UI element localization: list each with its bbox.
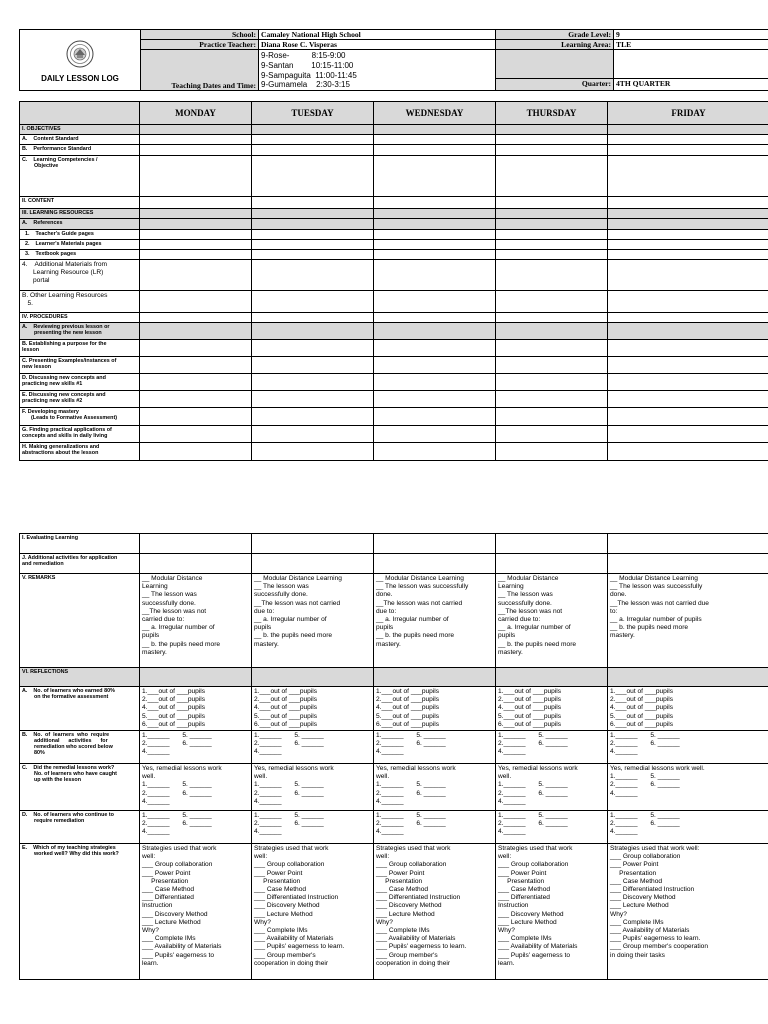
day-cell[interactable] <box>608 196 768 209</box>
remedial-cell[interactable] <box>496 764 608 811</box>
day-cell[interactable] <box>252 340 374 357</box>
table-row <box>20 574 768 668</box>
day-cell[interactable] <box>140 312 252 322</box>
learners-80-cell[interactable]: 1.___out of ___pupils 2.___out of ___pupils 4.___out of ___pupils 5.___out of ___pupils 6.___out of ___pupils <box>140 687 252 731</box>
row-label: C. Did the remedial lessons work? No. of learners who have caught up with the lesson <box>20 764 140 811</box>
row-label: VI. REFLECTIONS <box>20 668 140 687</box>
day-cell[interactable] <box>252 534 374 554</box>
row-label: 4. Additional Materials from Learning Resource (LR) portal <box>20 260 140 291</box>
remarks-cell[interactable]: __ Modular Distance Learning __ The lesson was successfully done. __The lesson was not carried due to: __ a. Irregular number of pupils __ b. the pupils need more mastery. <box>374 574 496 668</box>
day-cell[interactable] <box>140 239 252 249</box>
strategies-cell[interactable]: Strategies used that work well: ___ Group collaboration ___ Power Point Presentation ___ Case Method ___ Differentiated Instruction ___ Discovery Method ___ Lecture Method Why? ___ Complete IMs ___ Availability of Materials ___ Pupils' eagerness to learn. <box>140 844 252 980</box>
teacher-label: Practice Teacher: <box>141 40 259 50</box>
remedial-intro: Yes, remedial lessons work well. <box>610 765 705 773</box>
day-cell[interactable] <box>374 391 496 408</box>
table-row <box>20 155 768 196</box>
day-cell[interactable] <box>608 124 768 134</box>
row-label: 1. Teacher's Guide pages <box>20 229 140 239</box>
table-row <box>20 534 768 554</box>
day-cell[interactable] <box>496 408 608 425</box>
row-label: 3. Textbook pages <box>20 250 140 260</box>
dll-header <box>19 29 768 91</box>
row-label: D. No. of learners who continue to require remediation <box>20 811 140 844</box>
row-label: I. OBJECTIVES <box>20 124 140 134</box>
day-cell[interactable] <box>374 229 496 239</box>
table-row <box>20 209 768 219</box>
day-cell[interactable] <box>140 357 252 374</box>
day-cell[interactable] <box>496 155 608 196</box>
day-cell[interactable] <box>252 374 374 391</box>
day-cell[interactable] <box>496 391 608 408</box>
remedial-intro: Yes, remedial lessons work well. <box>376 765 456 781</box>
table-row <box>20 229 768 239</box>
day-cell[interactable] <box>608 391 768 408</box>
day-cell[interactable] <box>374 209 496 219</box>
day-cell[interactable] <box>252 229 374 239</box>
table-row <box>20 250 768 260</box>
row-label: III. LEARNING RESOURCES <box>20 209 140 219</box>
day-cell[interactable] <box>608 668 768 687</box>
remedial-blanks: 1.______ 5. ______ 2.______ 6. ______ 4.______ <box>610 773 680 797</box>
table-row <box>20 340 768 357</box>
day-cell[interactable] <box>608 135 768 145</box>
row-label: C. Presenting Examples/instances of new lesson <box>20 357 140 374</box>
day-cell[interactable] <box>140 196 252 209</box>
table-row <box>20 219 768 229</box>
table-row <box>20 124 768 134</box>
count-blanks-cell[interactable]: 1.______ 5. ______ 2.______ 6. ______ 4.______ <box>140 731 252 764</box>
day-cell[interactable] <box>374 442 496 460</box>
row-label: II. CONTENT <box>20 196 140 209</box>
day-cell[interactable] <box>252 145 374 155</box>
day-cell[interactable] <box>374 340 496 357</box>
remedial-cell[interactable] <box>608 764 768 811</box>
day-cell[interactable] <box>496 196 608 209</box>
schedule-line: 9-Sampaguita 11:00-11:45 <box>261 70 357 80</box>
day-cell[interactable] <box>140 534 252 554</box>
day-cell[interactable] <box>496 554 608 574</box>
day-cell[interactable] <box>252 312 374 322</box>
grade-level-value: 9 <box>614 30 768 40</box>
day-cell[interactable] <box>496 425 608 442</box>
day-cell[interactable] <box>140 135 252 145</box>
day-cell[interactable] <box>608 155 768 196</box>
table-row <box>20 239 768 249</box>
day-cell[interactable] <box>374 425 496 442</box>
day-cell[interactable] <box>140 322 252 339</box>
count-blanks-cell[interactable]: 1.______ 5. ______ 2.______ 6. ______ 4.______ <box>608 811 768 844</box>
day-cell[interactable] <box>496 442 608 460</box>
table-row <box>20 764 768 811</box>
corner-cell <box>20 102 140 125</box>
count-blanks-cell[interactable]: 1.______ 5. ______ 2.______ 6. ______ 4.______ <box>496 811 608 844</box>
day-cell[interactable] <box>496 668 608 687</box>
remarks-cell[interactable]: __ Modular Distance Learning __ The lesson was successfully done. __The lesson was not carried due to: __ a. Irregular number of pupils __ b. the pupils need more mastery. <box>608 574 768 668</box>
row-label: J. Additional activities for application and remediation <box>20 554 140 574</box>
strategies-cell[interactable]: Strategies used that work well: ___ Group collaboration ___ Power Point Presentation ___ Case Method ___ Differentiated Instruction ___ Discovery Method ___ Lecture Method Why? ___ Complete IMs ___ Availability of Materials ___ Pupils' eagerness to learn. ___ Group member's cooperation in doing their <box>374 844 496 980</box>
row-label: G. Finding practical applications of concepts and skills in daily living <box>20 425 140 442</box>
row-label: I. Evaluating Learning <box>20 534 140 554</box>
day-cell[interactable] <box>140 145 252 155</box>
day-cell[interactable] <box>252 408 374 425</box>
day-cell[interactable] <box>140 374 252 391</box>
dates-label: Teaching Dates and Time: <box>141 50 259 91</box>
day-cell[interactable] <box>496 322 608 339</box>
day-cell[interactable] <box>608 250 768 260</box>
row-label: B. Other Learning Resources 5. <box>20 291 140 313</box>
learners-80-cell[interactable]: 1.___out of ___pupils 2.___out of ___pupils 4.___out of ___pupils 5.___out of ___pupils 6.___out of ___pupils <box>374 687 496 731</box>
remarks-cell[interactable]: __ Modular Distance Learning __ The lesson was successfully done. __The lesson was not carried due to: __ a. Irregular number of pupils __ b. the pupils need more mastery. <box>140 574 252 668</box>
remedial-cell[interactable] <box>140 764 252 811</box>
day-cell[interactable] <box>252 442 374 460</box>
day-cell[interactable] <box>252 554 374 574</box>
remarks-cell[interactable]: __ Modular Distance Learning __ The lesson was successfully done. __The lesson was not carried due to: __ a. Irregular number of pupils __ b. the pupils need more mastery. <box>252 574 374 668</box>
day-cell[interactable] <box>374 155 496 196</box>
count-blanks-cell[interactable]: 1.______ 5. ______ 2.______ 6. ______ 4.______ <box>140 811 252 844</box>
table-row <box>20 374 768 391</box>
lesson-log-table-page-1 <box>19 101 768 461</box>
day-cell[interactable] <box>252 391 374 408</box>
remedial-blanks: 1.______ 5. ______ 2.______ 6. ______ 4.______ <box>376 781 446 805</box>
table-row <box>20 668 768 687</box>
day-cell[interactable] <box>374 668 496 687</box>
day-cell[interactable] <box>608 425 768 442</box>
quarter-value: 4TH QUARTER <box>614 79 768 91</box>
row-label: C. Learning Competencies / Objective <box>20 155 140 196</box>
day-cell[interactable] <box>140 155 252 196</box>
table-row <box>20 322 768 339</box>
day-cell[interactable] <box>252 155 374 196</box>
table-row <box>20 260 768 291</box>
day-cell[interactable] <box>608 357 768 374</box>
day-cell[interactable] <box>374 145 496 155</box>
grade-level-label: Grade Level: <box>496 30 614 40</box>
learners-80-cell[interactable]: 1.___out of ___pupils 2.___out of ___pupils 4.___out of ___pupils 5.___out of ___pupils 6.___out of ___pupils <box>252 687 374 731</box>
day-cell[interactable] <box>608 229 768 239</box>
day-cell[interactable] <box>496 239 608 249</box>
table-row <box>20 811 768 844</box>
day-cell[interactable] <box>608 239 768 249</box>
day-cell[interactable] <box>374 322 496 339</box>
day-cell[interactable] <box>608 260 768 291</box>
day-cell[interactable] <box>140 229 252 239</box>
count-blanks-cell[interactable]: 1.______ 5. ______ 2.______ 6. ______ 4.______ <box>252 731 374 764</box>
row-label: 2. Learner's Materials pages <box>20 239 140 249</box>
day-cell[interactable] <box>608 374 768 391</box>
table-row <box>20 357 768 374</box>
table-row <box>20 291 768 313</box>
table-row <box>20 731 768 764</box>
day-cell[interactable] <box>374 260 496 291</box>
day-cell[interactable] <box>374 357 496 374</box>
table-row <box>20 844 768 980</box>
day-cell[interactable] <box>608 291 768 313</box>
day-cell[interactable] <box>496 229 608 239</box>
day-cell[interactable] <box>374 554 496 574</box>
day-cell[interactable] <box>496 374 608 391</box>
day-cell[interactable] <box>496 534 608 554</box>
table-row <box>20 312 768 322</box>
day-cell[interactable] <box>140 250 252 260</box>
day-cell[interactable] <box>140 554 252 574</box>
day-cell[interactable] <box>608 219 768 229</box>
row-label: F. Developing mastery (Leads to Formative Assessment) <box>20 408 140 425</box>
day-header-3: THURSDAY <box>496 102 608 125</box>
day-cell[interactable] <box>496 291 608 313</box>
day-cell[interactable] <box>252 291 374 313</box>
day-cell[interactable] <box>608 534 768 554</box>
remedial-cell[interactable] <box>374 764 496 811</box>
day-cell[interactable] <box>140 219 252 229</box>
remedial-intro: Yes, remedial lessons work well. <box>254 765 334 781</box>
lesson-log-table-page-2 <box>19 533 768 980</box>
schedule-line: 9-Santan 10:15-11:00 <box>261 60 354 70</box>
row-label: A. Reviewing previous lesson or presenting the new lesson <box>20 322 140 339</box>
table-row <box>20 554 768 574</box>
day-cell[interactable] <box>496 135 608 145</box>
day-cell[interactable] <box>140 291 252 313</box>
day-cell[interactable] <box>608 312 768 322</box>
table-row <box>20 196 768 209</box>
row-label: A. Content Standard <box>20 135 140 145</box>
day-cell[interactable] <box>374 135 496 145</box>
count-blanks-cell[interactable]: 1.______ 5. ______ 2.______ 6. ______ 4.______ <box>252 811 374 844</box>
day-cell[interactable] <box>252 668 374 687</box>
day-cell[interactable] <box>140 260 252 291</box>
table-row <box>20 391 768 408</box>
day-cell[interactable] <box>374 312 496 322</box>
day-cell[interactable] <box>252 425 374 442</box>
table-row <box>20 145 768 155</box>
schedule-line: 9-Gumamela 2:30-3:15 <box>261 80 350 90</box>
day-cell[interactable] <box>374 374 496 391</box>
day-cell[interactable] <box>608 340 768 357</box>
count-blanks-cell[interactable]: 1.______ 5. ______ 2.______ 6. ______ 4.______ <box>374 811 496 844</box>
count-blanks-cell[interactable]: 1.______ 5. ______ 2.______ 6. ______ 4.______ <box>608 731 768 764</box>
learners-80-cell[interactable]: 1.___out of ___pupils 2.___out of ___pupils 4.___out of ___pupils 5.___out of ___pupils 6.___out of ___pupils <box>608 687 768 731</box>
day-header-2: WEDNESDAY <box>374 102 496 125</box>
day-cell[interactable] <box>608 209 768 219</box>
day-cell[interactable] <box>252 135 374 145</box>
day-cell[interactable] <box>374 219 496 229</box>
table-row <box>20 425 768 442</box>
day-cell[interactable] <box>252 322 374 339</box>
day-cell[interactable] <box>140 209 252 219</box>
row-label: B. Establishing a purpose for the lesson <box>20 340 140 357</box>
day-cell[interactable] <box>608 322 768 339</box>
day-header-0: MONDAY <box>140 102 252 125</box>
learners-80-cell[interactable]: 1.___out of ___pupils 2.___out of ___pupils 4.___out of ___pupils 5.___out of ___pupils 6.___out of ___pupils <box>496 687 608 731</box>
strategies-cell[interactable]: Strategies used that work well: ___ Group collaboration ___ Power Point Presentation ___ Case Method ___ Differentiated Instruction ___ Discovery Method ___ Lecture Method Why? ___ Complete IMs ___ Availability of Materials ___ Pupils' eagerness to learn. ___ Group member's cooperation in doing their <box>252 844 374 980</box>
learning-area-value: TLE <box>614 40 768 50</box>
strategies-cell[interactable]: Strategies used that work well: ___ Group collaboration ___ Power Point Presentation ___ Case Method ___ Differentiated Instruction ___ Discovery Method ___ Lecture Method Why? ___ Complete IMs ___ Availability of Materials ___ Pupils' eagerness to learn. <box>496 844 608 980</box>
day-cell[interactable] <box>608 145 768 155</box>
count-blanks-cell[interactable]: 1.______ 5. ______ 2.______ 6. ______ 4.______ <box>496 731 608 764</box>
day-header-1: TUESDAY <box>252 102 374 125</box>
school-value: Camaley National High School <box>259 30 496 40</box>
blank-gray-cell <box>496 50 614 79</box>
day-cell[interactable] <box>374 534 496 554</box>
day-cell[interactable] <box>252 196 374 209</box>
schedule-line: 9-Rose- 8:15-9:00 <box>261 51 346 60</box>
day-cell[interactable] <box>252 357 374 374</box>
quarter-label: Quarter: <box>496 79 614 91</box>
day-cell[interactable] <box>140 442 252 460</box>
table-row <box>20 135 768 145</box>
remedial-intro: Yes, remedial lessons work well. <box>142 765 222 781</box>
strategies-cell[interactable]: Strategies used that work well: ___ Group collaboration ___ Power Point Presentation ___ Case Method ___ Differentiated Instruction ___ Discovery Method ___ Lecture Method Why? ___ Complete IMs ___ Availability of Materials ___ Pupils' eagerness to learn. ___ Group member's cooperation in doing their tasks <box>608 844 768 980</box>
day-cell[interactable] <box>608 442 768 460</box>
row-label: B. No. of learners who require additional activities for remediation who scored below 80% <box>20 731 140 764</box>
day-cell[interactable] <box>496 209 608 219</box>
day-cell[interactable] <box>252 260 374 291</box>
remedial-blanks: 1.______ 5. ______ 2.______ 6. ______ 4.______ <box>254 781 324 805</box>
day-cell[interactable] <box>496 340 608 357</box>
day-cell[interactable] <box>374 124 496 134</box>
deped-seal-icon <box>66 40 94 68</box>
remedial-cell[interactable] <box>252 764 374 811</box>
row-label: A. References <box>20 219 140 229</box>
day-cell[interactable] <box>140 425 252 442</box>
day-cell[interactable] <box>496 260 608 291</box>
day-cell[interactable] <box>496 124 608 134</box>
count-blanks-cell[interactable]: 1.______ 5. ______ 2.______ 6. ______ 4.______ <box>374 731 496 764</box>
schedule-cell <box>259 50 496 91</box>
day-cell[interactable] <box>496 145 608 155</box>
day-cell[interactable] <box>140 668 252 687</box>
day-cell[interactable] <box>374 291 496 313</box>
school-label: School: <box>141 30 259 40</box>
day-cell[interactable] <box>496 219 608 229</box>
row-label: D. Discussing new concepts and practicing new skills #1 <box>20 374 140 391</box>
day-cell[interactable] <box>252 209 374 219</box>
day-cell[interactable] <box>496 312 608 322</box>
day-cell[interactable] <box>496 250 608 260</box>
document-title: DAILY LESSON LOG <box>41 73 119 83</box>
remedial-blanks: 1.______ 5. ______ 2.______ 6. ______ 4.______ <box>142 781 212 805</box>
day-cell[interactable] <box>374 250 496 260</box>
blank-cell <box>614 50 768 79</box>
remedial-intro: Yes, remedial lessons work well. <box>498 765 578 781</box>
day-cell[interactable] <box>608 554 768 574</box>
day-header-4: FRIDAY <box>608 102 768 125</box>
day-cell[interactable] <box>374 408 496 425</box>
row-label: A. No. of learners who earned 80% on the formative assessment <box>20 687 140 731</box>
day-cell[interactable] <box>496 357 608 374</box>
day-cell[interactable] <box>374 239 496 249</box>
day-cell[interactable] <box>252 219 374 229</box>
row-label: V. REMARKS <box>20 574 140 668</box>
remedial-blanks: 1.______ 5. ______ 2.______ 6. ______ 4.______ <box>498 781 568 805</box>
day-cell[interactable] <box>252 250 374 260</box>
day-cell[interactable] <box>252 239 374 249</box>
day-cell[interactable] <box>140 340 252 357</box>
day-cell[interactable] <box>374 196 496 209</box>
row-label: H. Making generalizations and abstractions about the lesson <box>20 442 140 460</box>
table-row <box>20 687 768 731</box>
row-label: E. Which of my teaching strategies worked well? Why did this work? <box>20 844 140 980</box>
table-row <box>20 408 768 425</box>
day-cell[interactable] <box>140 124 252 134</box>
row-label: E. Discussing new concepts and practicing new skills #2 <box>20 391 140 408</box>
day-cell[interactable] <box>140 408 252 425</box>
teacher-value: Diana Rose C. Visperas <box>259 40 496 50</box>
day-cell[interactable] <box>252 124 374 134</box>
row-label: IV. PROCEDURES <box>20 312 140 322</box>
table-row <box>20 442 768 460</box>
remarks-cell[interactable]: __ Modular Distance Learning __ The lesson was successfully done. __The lesson was not carried due to: __ a. Irregular number of pupils __ b. the pupils need more mastery. <box>496 574 608 668</box>
day-cell[interactable] <box>608 408 768 425</box>
learning-area-label: Learning Area: <box>496 40 614 50</box>
day-cell[interactable] <box>140 391 252 408</box>
row-label: B. Performance Standard <box>20 145 140 155</box>
logo-cell <box>20 30 141 91</box>
